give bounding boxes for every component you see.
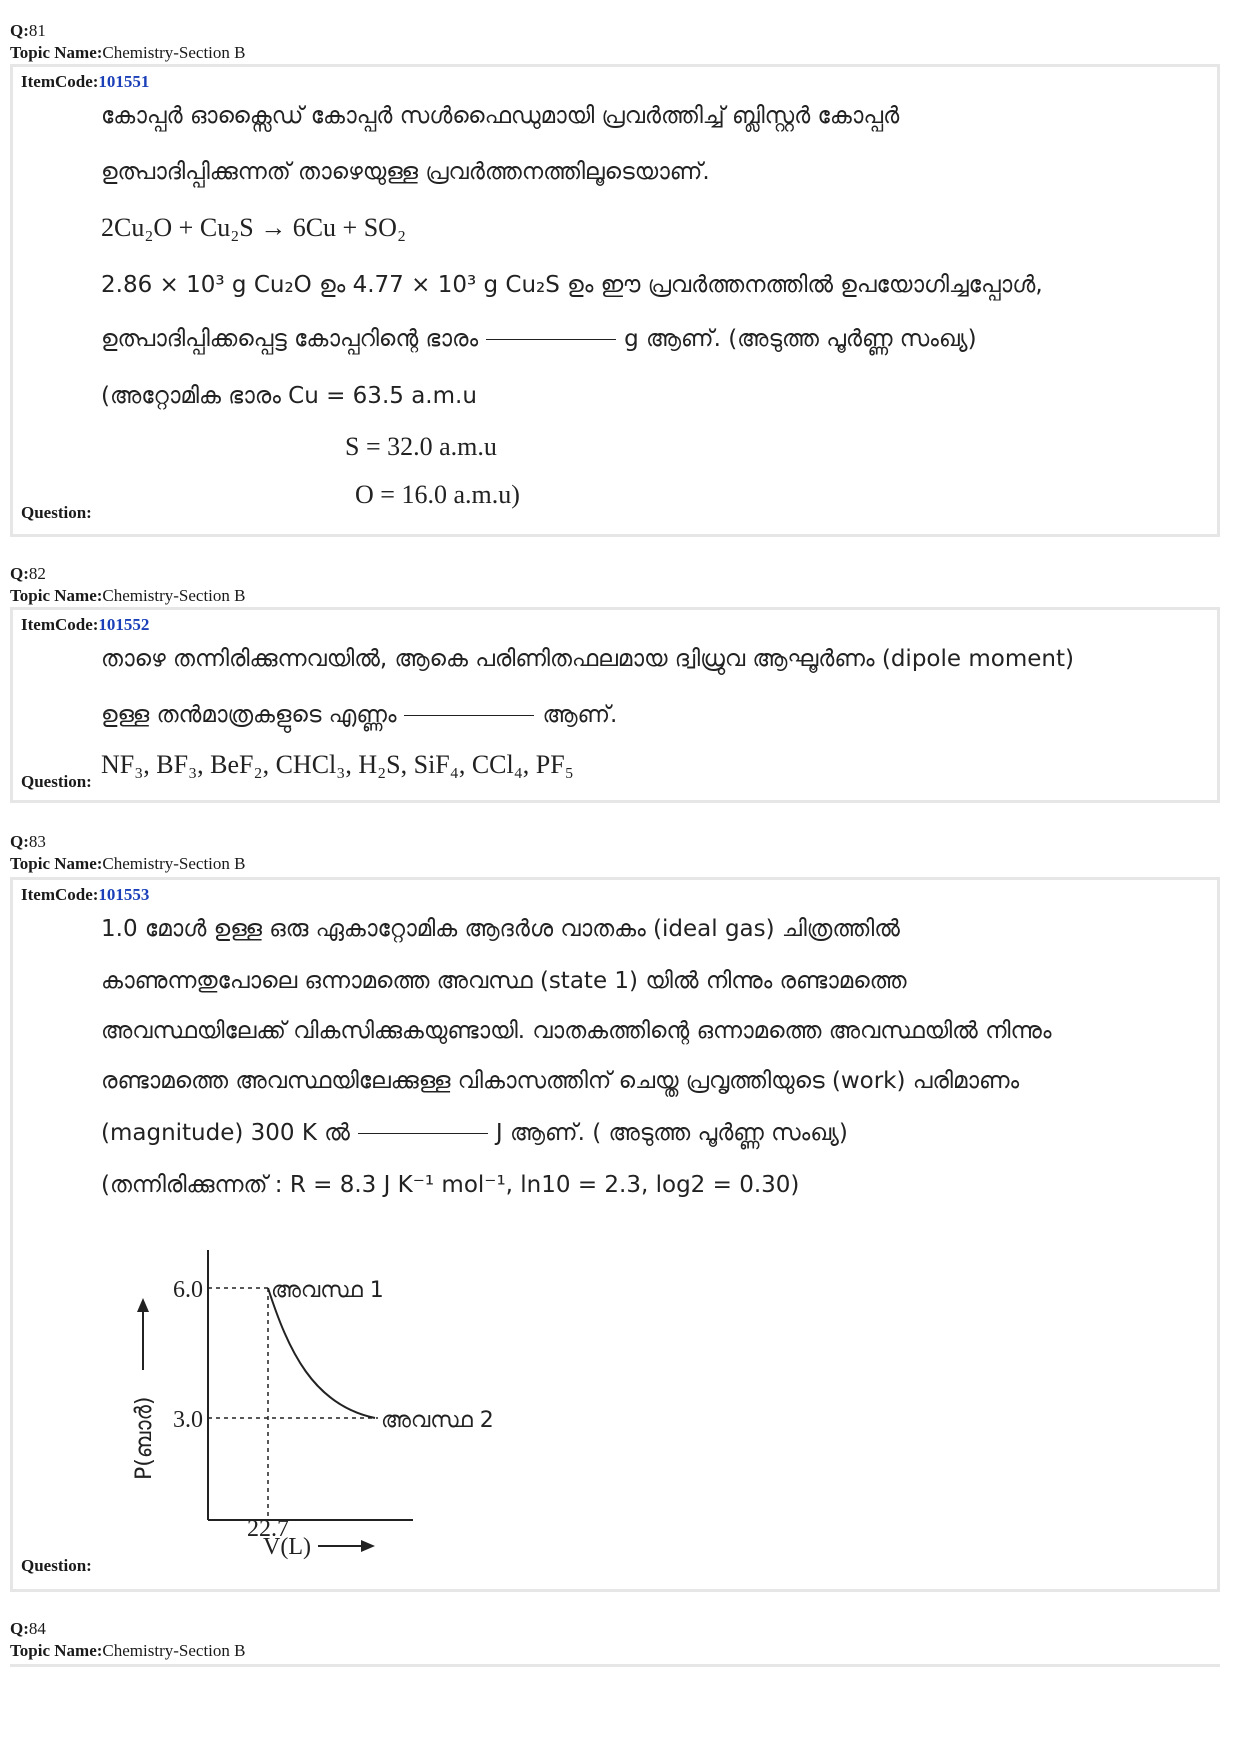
item-code-81: ItemCode:101551 [21, 72, 150, 91]
q83-line5: (magnitude) 300 K ൽ J ആണ്. ( അടുത്ത പൂർണ്ണ സംഖ്യ) [101, 1120, 848, 1146]
state1-label: അവസ്ഥ 1 [271, 1278, 384, 1303]
question-number-81: Q:81 [10, 21, 46, 40]
x-arrowhead [361, 1540, 375, 1552]
q82-molecules: NF₃, BF₃, BeF₂, CHCl₃, H₂S, SiF₄, CCl₄, PF₅ [101, 750, 574, 779]
topic-name-83: Topic Name:Chemistry-Section B [10, 854, 246, 873]
q82-line2: ഉള്ള തൻമാത്രകളുടെ എണ്ണം ആണ്. [101, 702, 618, 728]
item-code-83: ItemCode:101553 [21, 885, 150, 904]
x-axis-label: V(L) [263, 1534, 311, 1560]
topic-name-82: Topic Name:Chemistry-Section B [10, 586, 246, 605]
question-number-82: Q:82 [10, 564, 46, 583]
q81-line5: ഉത്പാദിപ്പിക്കപ്പെട്ട കോപ്പറിന്റെ ഭാരം g ആണ്. (അടുത്ത പൂർണ്ണ സംഖ്യ) [101, 326, 977, 352]
q81-atomic-mass-o: O = 16.0 a.m.u) [355, 480, 520, 509]
q81-line2: ഉത്പാദിപ്പിക്കുന്നത് താഴെയുള്ള പ്രവർത്തനത്തിലൂടെയാണ്. [101, 159, 710, 185]
question-number-84: Q:84 [10, 1619, 46, 1638]
q83-line4: രണ്ടാമത്തെ അവസ്ഥയിലേക്കുള്ള വികാസത്തിന് ചെയ്ത പ്രവൃത്തിയുടെ (work) പരിമാണം [101, 1068, 1020, 1094]
answer-blank [486, 339, 616, 340]
state2-label: അവസ്ഥ 2 [381, 1408, 494, 1433]
question-box-82 [10, 607, 1220, 803]
question-label: Question: [21, 503, 92, 522]
answer-blank [404, 715, 534, 716]
y-tick-6: 6.0 [173, 1277, 203, 1303]
q81-atomic-mass-s: S = 32.0 a.m.u [345, 432, 497, 461]
q81-line4: 2.86 × 10³ g Cu₂O ഉം 4.77 × 10³ g Cu₂S ഉം ഈ പ്രവർത്തനത്തിൽ ഉപയോഗിച്ചപ്പോൾ, [101, 272, 1043, 298]
q81-line1: കോപ്പർ ഓക്സൈഡ് കോപ്പർ സൾഫൈഡുമായി പ്രവർത്തിച്ച് ബ്ലിസ്റ്റർ കോപ്പർ [101, 103, 900, 129]
q82-line1: താഴെ തന്നിരിക്കുന്നവയിൽ, ആകെ പരിണിതഫലമായ ദ്വിധ്രുവ ആഘൂർണം (dipole moment) [101, 646, 1074, 672]
q83-line3: അവസ്ഥയിലേക്ക് വികസിക്കുകയുണ്ടായി. വാതകത്തിന്റെ ഒന്നാമത്തെ അവസ്ഥയിൽ നിന്നും [101, 1018, 1052, 1044]
question-number-83: Q:83 [10, 832, 46, 851]
y-tick-3: 3.0 [173, 1407, 203, 1433]
q83-line2: കാണുന്നതുപോലെ ഒന്നാമത്തെ അവസ്ഥ (state 1) യിൽ നിന്നും രണ്ടാമത്തെ [101, 968, 907, 994]
item-code-82: ItemCode:101552 [21, 615, 150, 634]
y-arrowhead [137, 1298, 149, 1312]
x-tick: 22.7 [247, 1516, 289, 1542]
answer-blank [358, 1133, 488, 1134]
topic-name-81: Topic Name:Chemistry-Section B [10, 43, 246, 62]
q81-atomic-mass-cu: (അറ്റോമിക ഭാരം Cu = 63.5 a.m.u [101, 383, 477, 409]
question-box-84-top [10, 1664, 1220, 1667]
y-axis-label: P(ബാർ) [132, 1396, 157, 1480]
question-label: Question: [21, 1556, 92, 1575]
topic-name-84: Topic Name:Chemistry-Section B [10, 1641, 246, 1660]
question-box-83 [10, 877, 1220, 1592]
q83-given: (തന്നിരിക്കുന്നത് : R = 8.3 J K⁻¹ mol⁻¹, ln10 = 2.3, log2 = 0.30) [101, 1172, 800, 1198]
q81-equation: 2Cu₂O + Cu₂S → 6Cu + SO₂ [101, 213, 407, 242]
question-box-81 [10, 64, 1220, 537]
isotherm-curve [268, 1288, 375, 1418]
pv-diagram [113, 1230, 533, 1560]
q83-line1: 1.0 മോൾ ഉള്ള ഒരു ഏകാറ്റോമിക ആദർശ വാതകം (ideal gas) ചിത്രത്തിൽ [101, 916, 900, 942]
question-label: Question: [21, 772, 92, 791]
